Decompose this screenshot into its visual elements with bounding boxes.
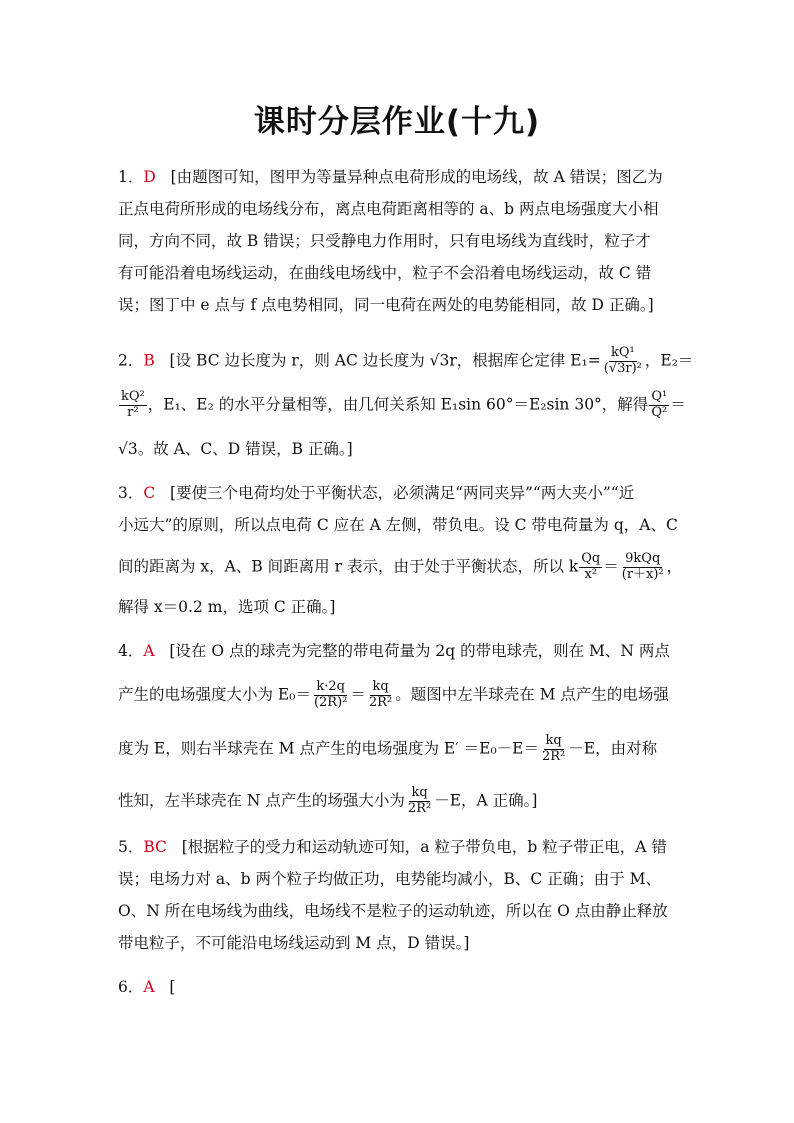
q4-text-4a: 性知，左半球壳在 N 点产生的场强大小为 — [118, 791, 405, 810]
q4-number: 4． — [118, 642, 144, 660]
q1-number: 1． — [118, 168, 144, 186]
q2-text-1b: ，E₂＝ — [644, 351, 694, 370]
q3-answer: C — [143, 484, 156, 502]
q3-line-4: 解得 x＝0.2 m，选项 C 正确。] — [118, 598, 336, 616]
q6-number: 6． — [118, 978, 144, 996]
q5-line-2: 误；电场力对 a、b 两个粒子均做正功，电势能均减小，B、C 正确；由于 M、 — [118, 870, 661, 888]
q2-line-2 — [118, 389, 686, 421]
q2-fraction-1: $\frac{\text{kQ¹}}{\text{(√3r)²}}$ — [603, 345, 642, 376]
q4-fraction-2: $\frac{kq}{\text{2R²}}$ — [368, 679, 393, 710]
q3-equals: ＝ — [603, 557, 619, 576]
q4-text-3b: －E，由对称 — [568, 739, 658, 758]
q6-text-1: [ — [169, 978, 176, 996]
q3-line-1 — [118, 486, 678, 502]
q2-answer: B — [143, 351, 155, 370]
q2-fraction-2: $\frac{\text{kQ²}}{\text{r²}}$ — [121, 389, 145, 420]
q3-line-3 — [118, 551, 683, 583]
q4-text-2b: 。题图中左半球壳在 M 点产生的电场强 — [395, 685, 669, 704]
q4-fraction-4: $\frac{kq}{\text{2R²}}$ — [407, 785, 432, 816]
q1-answer: D — [143, 168, 156, 186]
q2-fraction-3: $\frac{\text{Q¹}}{\text{Q²}}$ — [651, 389, 668, 420]
q1-line-2: 正点电荷所形成的电场线分布，离点电荷距离相等的 a、b 两点电场强度大小相 — [118, 200, 659, 218]
q4-text-4b: －E，A 正确。] — [434, 791, 538, 810]
q4-text-1: [设在 O 点的球壳为完整的带电荷量为 2q 的带电球壳，则在 M、N 两点 — [169, 642, 670, 660]
q6-line-1 — [118, 980, 678, 996]
q5-text-1: [根据粒子的受力和运动轨迹可知，a 粒子带负电，b 粒子带正电，A 错 — [181, 838, 667, 856]
q2-line-1 — [118, 345, 694, 377]
q3-text-3b: ， — [666, 557, 683, 576]
q3-fraction-1: $\frac{Qq}{\text{x²}}$ — [581, 551, 601, 582]
q3-number: 3． — [118, 484, 144, 502]
q4-line-3 — [118, 734, 678, 765]
q2-text-2b: ＝ — [670, 395, 686, 414]
q5-line-1 — [118, 840, 678, 856]
q1-line-1 — [118, 170, 678, 186]
q2-number: 2． — [118, 351, 144, 370]
q5-answer: BC — [143, 838, 167, 856]
q1-text-1: [由题图可知，图甲为等量异种点电荷形成的电场线，故 A 错误；图乙为 — [170, 168, 663, 186]
q1-line-5: 误；图丁中 e 点与 f 点电势相同，同一电荷在两处的电势能相同，故 D 正确。] — [118, 296, 654, 314]
q4-answer: A — [143, 642, 155, 660]
q3-text-3a: 间的距离为 x，A、B 间距离用 r 表示，由于处于平衡状态，所以 k — [118, 557, 579, 576]
q4-fraction-3: $\frac{kq}{\text{2R²}}$ — [542, 733, 566, 764]
q4-line-2 — [118, 680, 678, 711]
page-title: 课时分层作业(十九) — [253, 104, 541, 140]
q3-line-2: 小远大”的原则，所以点电荷 C 应在 A 左侧，带负电。设 C 带电荷量为 q，A、C — [118, 516, 678, 534]
q1-line-4: 有可能沿着电场线运动，在曲线电场线中，粒子不会沿着电场线运动，故 C 错 — [118, 264, 652, 282]
q2-text-2a: ，E₁、E₂ 的水平分量相等，由几何关系知 E₁sin 60°＝E₂sin 30°，解得 — [147, 395, 649, 414]
q5-number: 5． — [118, 838, 144, 856]
q2-line-3: √3。故 A、C、D 错误，B 正确。] — [118, 440, 353, 458]
q5-line-4: 带电粒子，不可能沿电场线运动到 M 点，D 错误。] — [118, 934, 470, 952]
q4-line-1 — [118, 644, 678, 660]
q6-answer: A — [143, 978, 155, 996]
q4-line-4 — [118, 786, 678, 817]
q4-text-2a: 产生的电场强度大小为 E₀＝ — [118, 685, 311, 704]
q1-line-3: 同，方向不同，故 B 错误；只受静电力作用时，只有电场线为直线时，粒子才 — [118, 232, 651, 250]
q4-equals: ＝ — [350, 685, 366, 704]
q5-line-3: O、N 所在电场线为曲线，电场线不是粒子的运动轨迹，所以在 O 点由静止释放 — [118, 902, 668, 920]
q2-text-1a: [设 BC 边长度为 r，则 AC 边长度为 √3r，根据库仑定律 E₁= — [169, 351, 601, 370]
q4-fraction-1: $\frac{k\cdot 2q}{\text{(2R)²}}$ — [313, 679, 348, 710]
q3-fraction-2: $\frac{\text{9kQq}}{\text{(r＋x)²}}$ — [621, 551, 664, 582]
q3-text-1: [要使三个电荷均处于平衡状态，必须满足“两同夹异”“两大夹小”“近 — [170, 484, 635, 502]
q4-text-3a: 度为 E，则右半球壳在 M 点产生的电场强度为 E′ ＝E₀－E＝ — [118, 739, 539, 758]
